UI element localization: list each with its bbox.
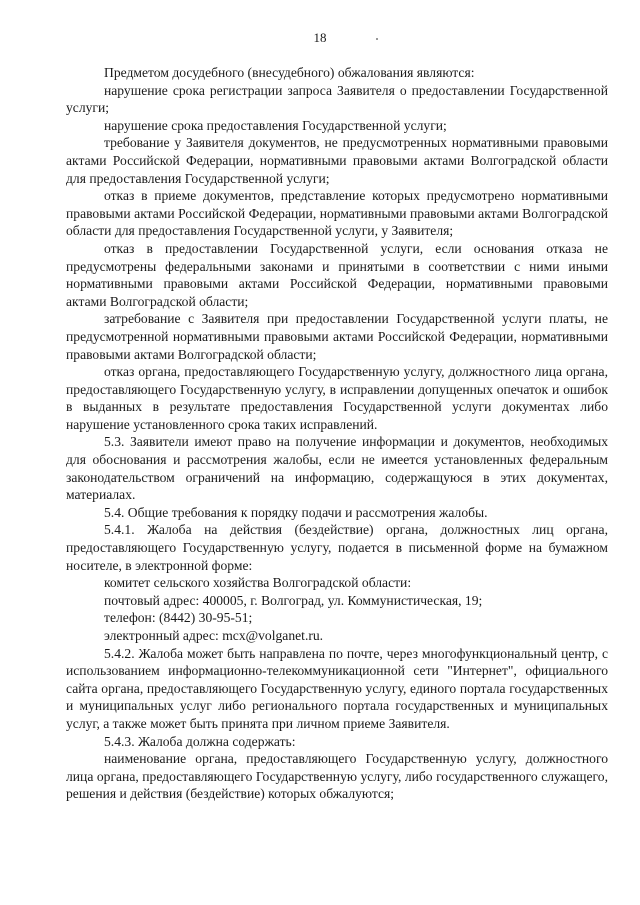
- document-body: [66, 64, 608, 803]
- paragraph-intro: Предметом досудебного (внесудебного) обжалования являются:: [104, 65, 475, 80]
- paragraph-section-5-4-2: 5.4.2. Жалоба может быть направлена по почте, через многофункциональный центр, с использованием информационно-телекоммуникационной сети "Интернет", официального сайта органа, предоставляющего Государственную услугу, единого портала государственных и муниципальных услуг либо регионального портала государственных и муниципальных услуг, а также может быть принята при личном приеме Заявителя.: [66, 645, 608, 731]
- paragraph-section-5-4-3: 5.4.3. Жалоба должна содержать:: [104, 733, 296, 749]
- paragraph-item: отказ в предоставлении Государственной услуги, если основания отказа не предусмотрены федеральными законами и принятыми в соответствии с ними иными нормативными правовыми актами Российской Федерации, нормативными правовыми актами Волгоградской области;: [66, 240, 608, 309]
- paragraph-item: затребование с Заявителя при предоставлении Государственной услуги платы, не предусмотренной нормативными правовыми актами Российской Федерации, нормативными правовыми актами Волгоградской области;: [66, 311, 608, 362]
- paragraph-section-5-4-1: 5.4.1. Жалоба на действия (бездействие) органа, должностных лиц органа, предоставляющего Государственную услугу, подается в письменной форме на бумажном носителе, в электронной форме:: [66, 522, 608, 573]
- paragraph-item: требование у Заявителя документов, не предусмотренных нормативными правовыми актами Российской Федерации, нормативными правовыми актами Волгоградской области для предоставления Государственной услуги;: [66, 135, 608, 186]
- scan-artifact: [376, 38, 378, 40]
- paragraph-item: отказ в приеме документов, представление которых предусмотрено нормативными правовыми актами Российской Федерации, нормативными правовыми актами Волгоградской области для предоставления Государственной услуги, у Заявителя;: [66, 188, 608, 239]
- paragraph-committee-name: комитет сельского хозяйства Волгоградской области:: [104, 575, 412, 591]
- paragraph-item: отказ органа, предоставляющего Государственную услугу, должностного лица органа, предоставляющего Государственную услугу, в исправлении допущенных опечаток и ошибок в выданных в результате предоставления Государственной услуги документах либо нарушение установленного срока таких исправлений.: [66, 364, 608, 432]
- page-number: 18: [313, 30, 327, 45]
- paragraph-item: нарушение срока предоставления Государственной услуги;: [104, 117, 447, 133]
- paragraph-postal-address: почтовый адрес: 400005, г. Волгоград, ул. Коммунистическая, 19;: [104, 592, 483, 608]
- paragraph-email: электронный адрес: mcx@volganet.ru.: [104, 628, 324, 643]
- paragraph-section-5-4: 5.4. Общие требования к порядку подачи и рассмотрения жалобы.: [104, 504, 488, 520]
- paragraph-phone: телефон: (8442) 30-95-51;: [104, 610, 253, 626]
- paragraph-section-5-3: 5.3. Заявители имеют право на получение информации и документов, необходимых для обоснования и рассмотрения жалобы, если не имеется установленных федеральным законодательством ограничений на информацию, содержащуюся в этих документах, материалах.: [66, 434, 608, 503]
- paragraph-item: нарушение срока регистрации запроса Заявителя о предоставлении Государственной услуги;: [66, 82, 608, 116]
- paragraph-item: наименование органа, предоставляющего Государственную услугу, должностного лица органа, предоставляющего Государственную услугу, либо государственного служащего, решения и действия (бездействие) которых обжалуются;: [66, 751, 608, 802]
